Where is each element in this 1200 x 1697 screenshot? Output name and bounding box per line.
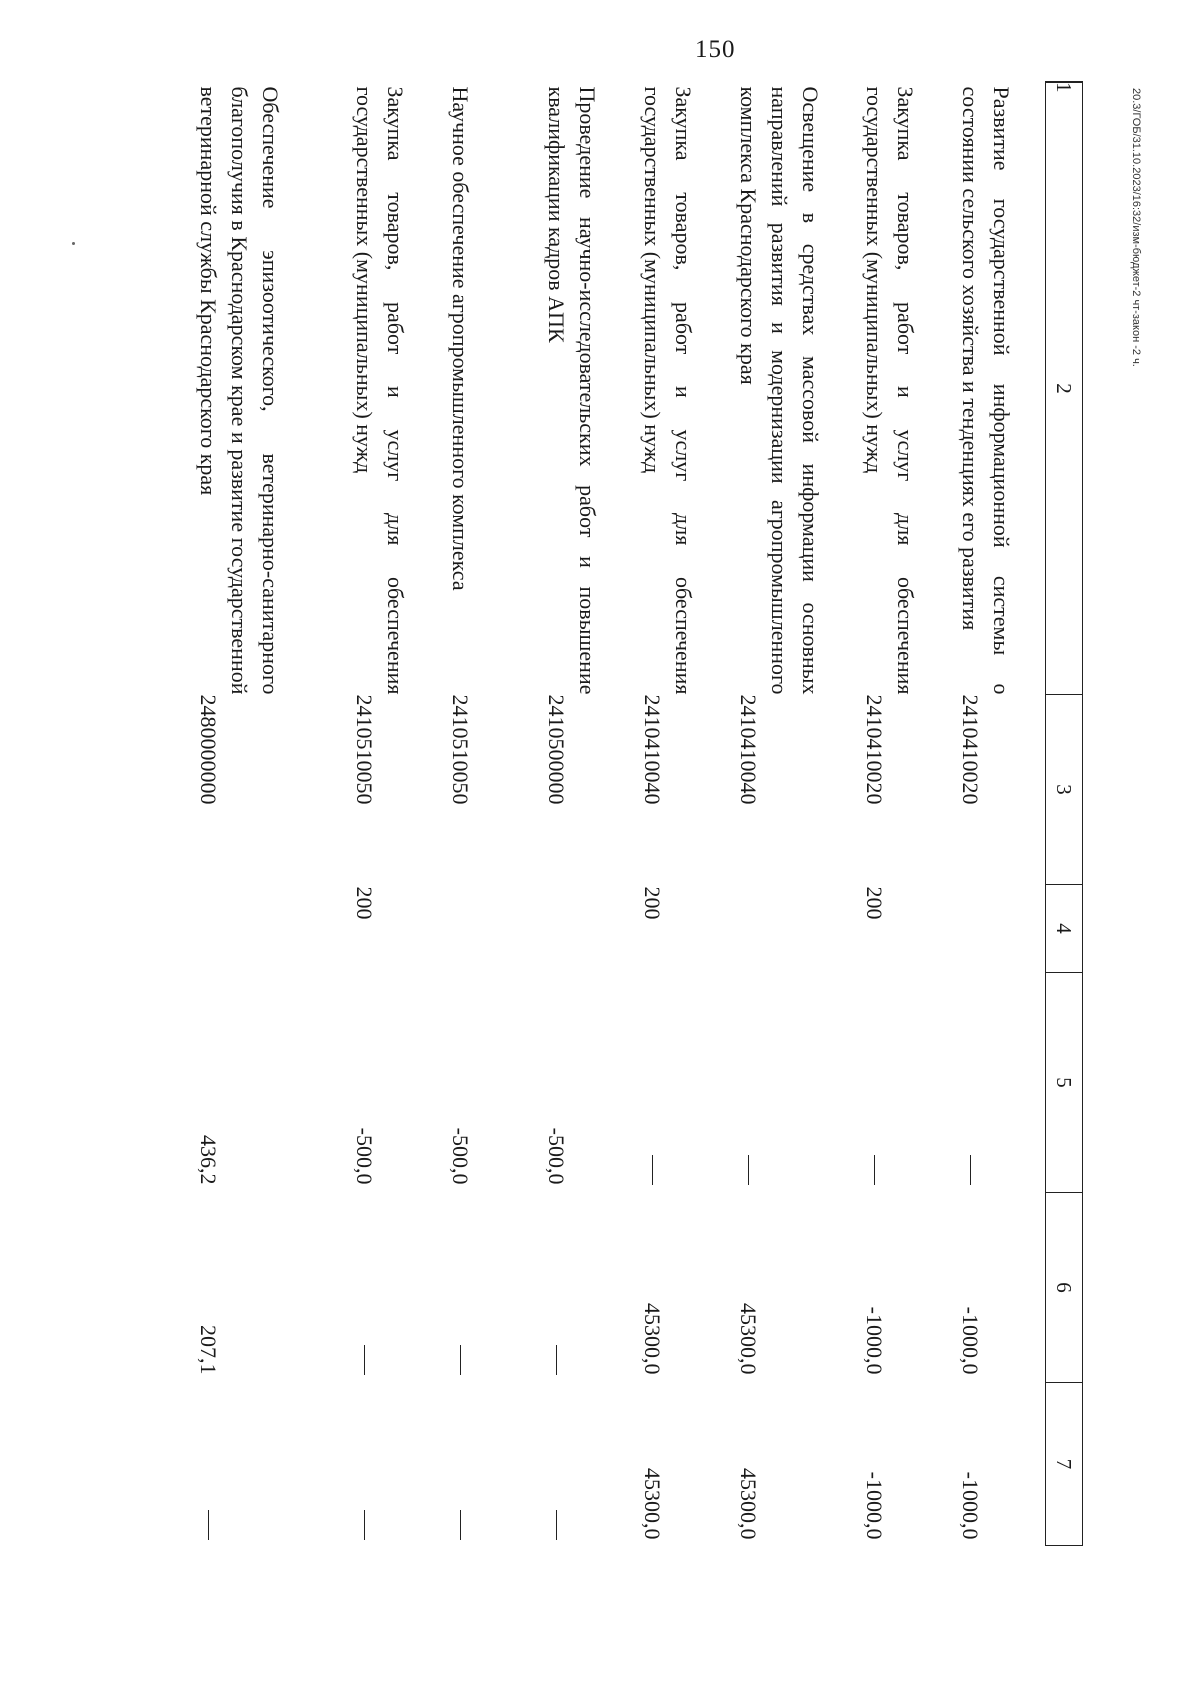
row-expense-type: 200 — [352, 886, 378, 920]
row-target-code: 2410410020 — [862, 694, 888, 805]
row-value-col-7 — [344, 1383, 440, 1546]
table-row — [728, 82, 854, 1546]
row-value-col-5: 436,2 — [196, 1135, 222, 1185]
empty-value-dash — [364, 1510, 365, 1540]
empty-value-dash — [460, 1345, 461, 1375]
header-row — [1046, 82, 1083, 1546]
row-value-col-7: 45300,0 — [640, 1468, 666, 1540]
row-value-col-7 — [188, 1383, 344, 1546]
header-col-7: 7 — [1046, 1383, 1083, 1546]
row-target-code: 2410410040 — [736, 694, 762, 805]
empty-value-dash — [556, 1345, 557, 1375]
empty-value-dash — [652, 1155, 653, 1185]
row-description: Развитие государственной информационной системы о состоянии сельского хозяйства и тенденциях его развития — [958, 86, 1015, 695]
row-value-col-6 — [344, 1193, 440, 1383]
row-value-col-5 — [950, 973, 1046, 1193]
empty-value-dash — [874, 1155, 875, 1185]
row-target-code: 2410410040 — [640, 694, 666, 805]
row-expense-type — [440, 885, 536, 973]
row-value-col-6: -1000,0 — [862, 1306, 888, 1375]
row-value-col-5: -500,0 — [352, 1127, 378, 1185]
row-value-col-6: 207,1 — [196, 1325, 222, 1375]
empty-value-dash — [970, 1155, 971, 1185]
row-expense-type — [536, 885, 632, 973]
empty-value-dash — [364, 1345, 365, 1375]
row-description: Освещение в средствах массовой информации основных направлений развития и модернизации агропромышленного комплекса Краснодарского края — [736, 86, 824, 695]
page-number: 150 — [695, 36, 736, 63]
row-value-col-6: -1000,0 — [958, 1306, 984, 1375]
row-value-col-7: -1000,0 — [958, 1471, 984, 1540]
table-row — [440, 82, 536, 1546]
header-col-6: 6 — [1046, 1193, 1083, 1383]
row-expense-type — [188, 885, 344, 973]
header-col-5: 5 — [1046, 973, 1083, 1193]
empty-value-dash — [460, 1510, 461, 1540]
table-row — [632, 82, 728, 1546]
row-description: Закупка товаров, работ и услуг для обеспечения государственных (муниципальных) нужд — [862, 86, 919, 695]
row-description: Научное обеспечение агропромышленного комплекса — [448, 86, 474, 591]
row-value-col-6: 45300,0 — [736, 1303, 762, 1375]
row-value-col-6 — [536, 1193, 632, 1383]
row-target-code: 2410510050 — [448, 694, 474, 805]
row-value-col-5: -500,0 — [448, 1127, 474, 1185]
row-value-col-7: -1000,0 — [862, 1471, 888, 1540]
row-value-col-5 — [854, 973, 950, 1193]
row-description: Закупка товаров, работ и услуг для обеспечения государственных (муниципальных) нужд — [352, 86, 409, 695]
empty-value-dash — [208, 1510, 209, 1540]
header-col-2: 2 — [1046, 83, 1083, 695]
budget-table-rotated — [178, 81, 1083, 1545]
row-expense-type — [950, 885, 1046, 973]
row-value-col-7 — [536, 1383, 632, 1546]
row-target-code: 2410510050 — [352, 694, 378, 805]
row-value-col-6 — [440, 1193, 536, 1383]
row-description: Закупка товаров, работ и услуг для обеспечения государственных (муниципальных) нужд — [640, 86, 697, 695]
table-body — [188, 82, 1046, 1546]
table-row — [854, 82, 950, 1546]
row-value-col-7 — [440, 1383, 536, 1546]
empty-value-dash — [556, 1510, 557, 1540]
header-col-3: 3 — [1046, 695, 1083, 885]
table-row — [344, 82, 440, 1546]
row-value-col-5: -500,0 — [544, 1127, 570, 1185]
document-footer-code: 20.3/ГОБ/31.10.2023/16:32/изм-бюджет-2 чт-закон -2 ч. — [1130, 88, 1142, 367]
budget-table — [188, 81, 1084, 1546]
header-col-4: 4 — [1046, 885, 1083, 973]
table-row — [536, 82, 632, 1546]
row-value-col-5 — [728, 973, 854, 1193]
row-value-col-7: 45300,0 — [736, 1468, 762, 1540]
row-target-code: 2410500000 — [544, 694, 570, 805]
empty-value-dash — [748, 1155, 749, 1185]
row-expense-type — [728, 885, 854, 973]
table-row — [950, 82, 1046, 1546]
row-expense-type: 200 — [862, 886, 888, 920]
row-value-col-5 — [632, 973, 728, 1193]
row-expense-type: 200 — [640, 886, 666, 920]
header-col-1: 1 — [1046, 82, 1083, 83]
scan-speck — [72, 242, 75, 245]
row-description: Обеспечение эпизоотического, ветеринарно-санитарного благополучия в Краснодарском крае и развитие государственной ветеринарной службы Краснодарского края — [196, 86, 284, 695]
row-value-col-6: 45300,0 — [640, 1303, 666, 1375]
row-target-code: 2480000000 — [196, 694, 222, 805]
row-target-code: 2410410020 — [958, 694, 984, 805]
table-row — [188, 82, 344, 1546]
row-description: Проведение научно-исследовательских работ и повышение квалификации кадров АПК — [544, 86, 601, 695]
